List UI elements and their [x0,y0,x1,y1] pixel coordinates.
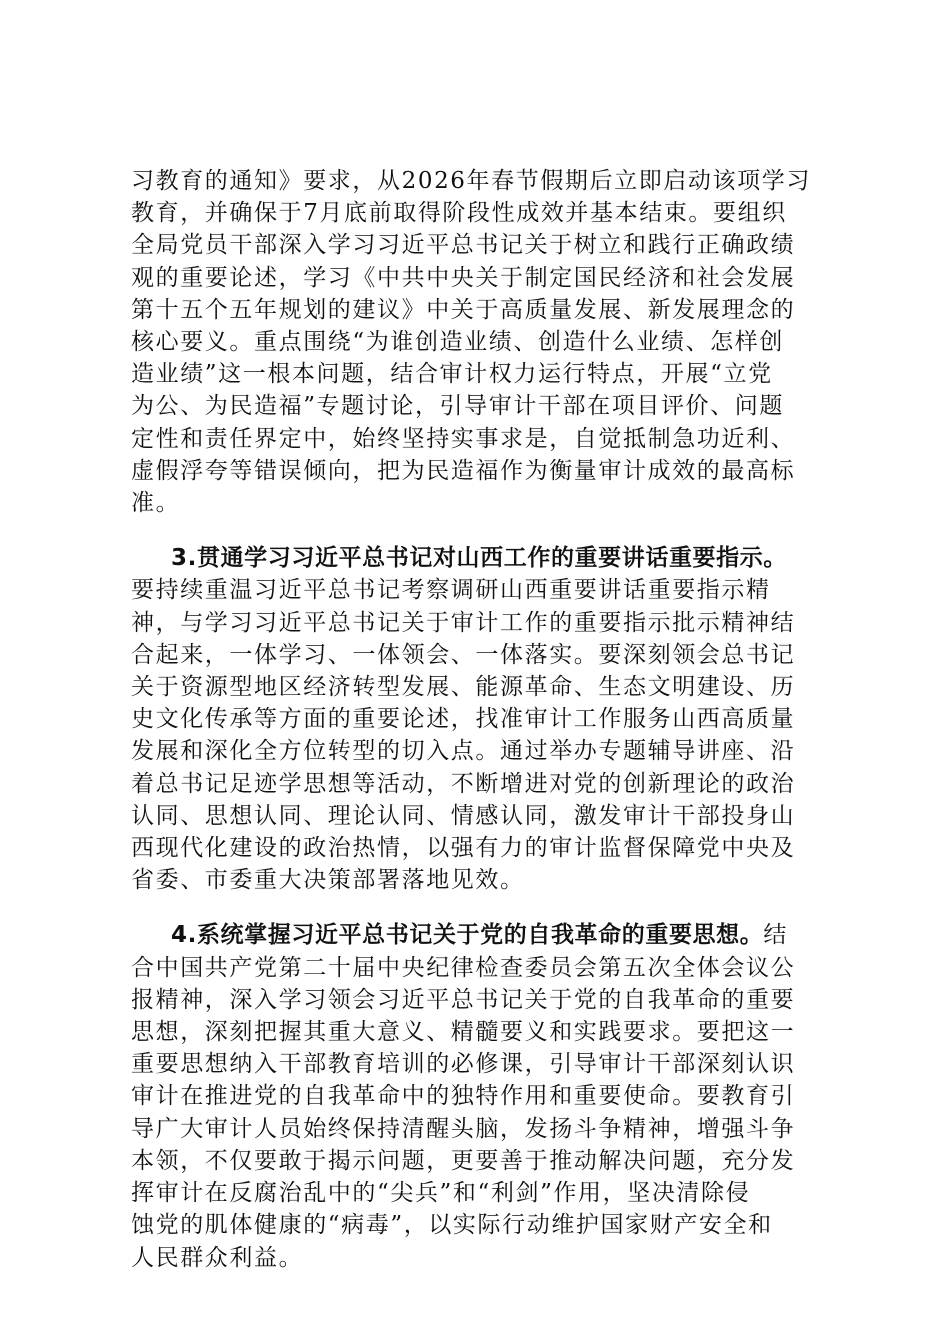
section-4-paragraph [131,919,831,1273]
text-line: 教育，并确保于7月底前取得阶段性成效并基本结束。要组织 [131,200,787,227]
text-line: 史文化传承等方面的重要论述，找准审计工作服务山西高质量 [131,706,796,733]
text-line: 报精神，深入学习领会习近平总书记关于党的自我革命的重要 [131,986,796,1013]
paragraph-gap [131,896,831,919]
text-line: 着总书记足迹学思想等活动，不断增进对党的创新理论的政治 [131,770,796,797]
text-line: 发展和深化全方位转型的切入点。通过举办专题辅导讲座、沿 [131,738,796,765]
text-line: 导广大审计人员始终保持清醒头脑，发扬斗争精神，增强斗争 [131,1115,796,1142]
text-line: 省委、市委重大决策部署落地见效。 [131,867,525,894]
document-body [131,165,831,1274]
text-line: 审计在推进党的自我革命中的独特作用和重要使命。要教育引 [131,1083,796,1110]
text-line: 造业绩”这一根本问题，结合审计权力运行特点，开展“立党 [131,361,773,388]
paragraph-gap [131,519,831,542]
paragraph-continuation [131,165,831,519]
text-line: 神，与学习习近平总书记关于审计工作的重要指示批示精神结 [131,609,796,636]
section-4-heading-tail: 结 [763,922,788,949]
section-4-heading: 4.系统掌握习近平总书记关于党的自我革命的重要思想。 [171,922,764,949]
text-line: 为公、为民造福”专题讨论，引导审计干部在项目评价、问题 [131,393,784,420]
text-line: 观的重要论述，学习《中共中央关于制定国民经济和社会发展 [131,264,796,291]
text-line: 合中国共产党第二十届中央纪律检查委员会第五次全体会议公 [131,954,796,981]
text-line: 重要思想纳入干部教育培训的必修课，引导审计干部深刻认识 [131,1051,796,1078]
section-4-first-line [131,919,831,951]
text-line: 第十五个五年规划的建议》中关于高质量发展、新发展理念的 [131,296,796,323]
text-line: 核心要义。重点围绕“为谁创造业绩、创造什么业绩、怎样创 [131,329,784,356]
text-line: 关于资源型地区经济转型发展、能源革命、生态文明建设、历 [131,674,796,701]
text-line: 认同、思想认同、理论认同、情感认同，激发审计干部投身山 [131,802,796,829]
text-line: 本领，不仅要敢于揭示问题，更要善于推动解决问题，充分发 [131,1147,796,1174]
text-line: 思想，深刻把握其重大意义、精髓要义和实践要求。要把这一 [131,1019,796,1046]
text-line: 要持续重温习近平总书记考察调研山西重要讲话重要指示精 [131,577,771,604]
text-line: 准。 [131,490,181,517]
text-line: 西现代化建设的政治热情，以强有力的审计监督保障党中央及 [131,835,796,862]
text-line: 虚假浮夸等错误倾向，把为民造福作为衡量审计成效的最高标 [131,457,796,484]
text-line: 全局党员干部深入学习习近平总书记关于树立和践行正确政绩 [131,232,796,259]
section-3-heading: 3.贯通学习习近平总书记对山西工作的重要讲话重要指示。 [171,545,787,572]
text-line: 定性和责任界定中，始终坚持实事求是，自觉抵制急功近利、 [131,425,796,452]
section-3-paragraph [131,542,831,896]
text-line: 挥审计在反腐治乱中的“尖兵”和“利剑”作用，坚决清除侵 [131,1180,751,1207]
text-line: 蚀党的肌体健康的“病毒”，以实际行动维护国家财产安全和 [131,1212,773,1239]
text-line: 人民群众利益。 [131,1244,304,1271]
text-line: 合起来，一体学习、一体领会、一体落实。要深刻领会总书记 [131,641,796,668]
text-line: 习教育的通知》要求，从2026年春节假期后立即启动该项学习 [131,168,811,194]
